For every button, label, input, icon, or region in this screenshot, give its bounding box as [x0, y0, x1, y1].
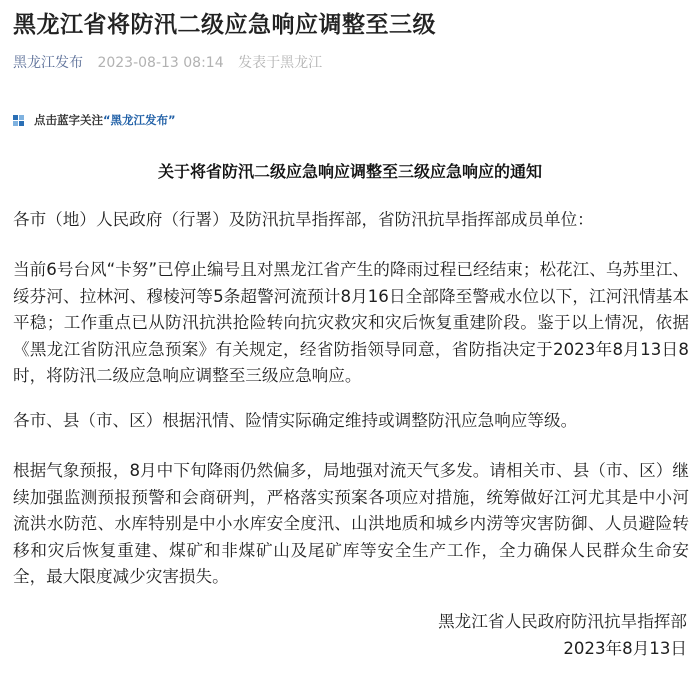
grid-icon — [13, 115, 24, 126]
article-meta — [13, 53, 322, 73]
notice-date: 2023年8月13日 — [563, 639, 687, 658]
notice-salutation: 各市（地）人民政府（行署）及防汛抗旱指挥部，省防汛抗旱指挥部成员单位： — [13, 210, 594, 229]
notice-signature: 黑龙江省人民政府防汛抗旱指挥部 — [438, 612, 687, 631]
article-title: 黑龙江省将防汛二级应急响应调整至三级 — [13, 12, 436, 38]
publish-location: 发表于黑龙江 — [238, 55, 323, 71]
author-link[interactable]: 黑龙江发布 — [13, 55, 83, 71]
follow-banner[interactable] — [13, 112, 176, 128]
publish-datetime: 2023-08-13 08:14 — [97, 55, 224, 71]
notice-heading: 关于将省防汛二级应急响应调整至三级应急响应的通知 — [157, 162, 542, 181]
follow-account: “黑龙江发布” — [103, 113, 176, 127]
notice-paragraph-1: 当前6号台风“卡努”已停止编号且对黑龙江省产生的降雨过程已经结束；松花江、乌苏里江、绥芬河、拉林河、穆棱河等5条超警河流预计8月16日全部降至警戒水位以下，江河汛情基本平稳；工作重点已从防汛抗洪抢险转向抗灾救灾和灾后恢复重建阶段。鉴于以上情况，依据《黑龙江省防汛应急预案》有关规定，经省防指领导同意，省防指决定于2023年8月13日8时，将防汛二级应急响应调整至三级应急响应。 — [13, 260, 689, 385]
notice-paragraph-2: 各市、县（市、区）根据汛情、险情实际确定维持或调整防汛应急响应等级。 — [13, 411, 578, 430]
notice-paragraph-3: 根据气象预报，8月中下旬降雨仍然偏多，局地强对流天气多发。请相关市、县（市、区）继续加强监测预报预警和会商研判，严格落实预案各项应对措施，统筹做好江河尤其是中小河流洪水防范、水库特别是中小水库安全度汛、山洪地质和城乡内涝等灾害防御、人员避险转移和灾后恢复重建、煤矿和非煤矿山及尾矿库等安全生产工作，全力确保人民群众生命安全，最大限度减少灾害损失。 — [13, 461, 689, 586]
follow-prefix: 点击蓝字关注 — [34, 113, 103, 127]
